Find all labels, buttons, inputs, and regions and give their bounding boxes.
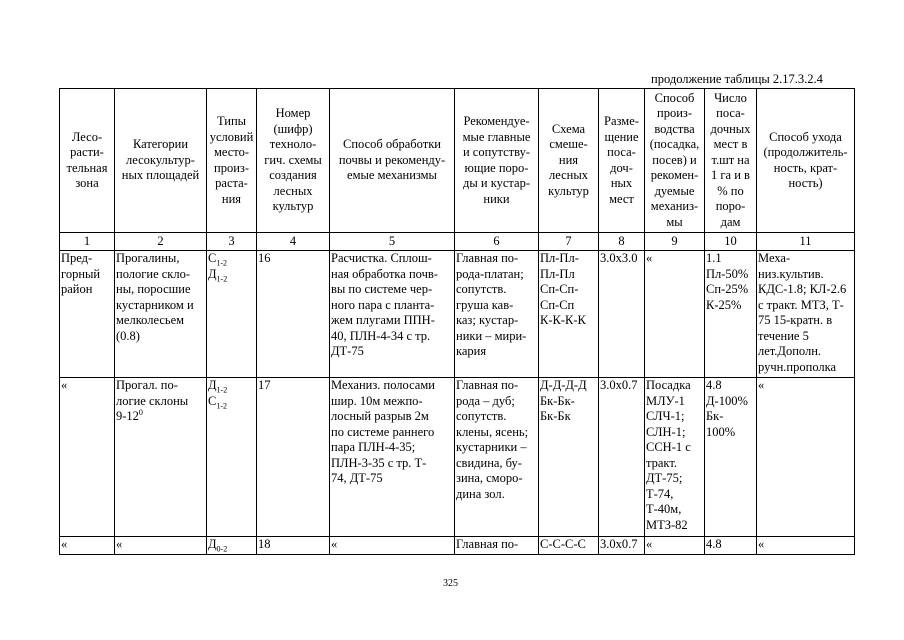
cell-mix-scheme-line: Сп-Сп- bbox=[540, 282, 579, 296]
header-seedling-count-line: дам bbox=[720, 214, 741, 229]
header-zone-line: тельная bbox=[66, 160, 108, 175]
cell-seedling-count-line: 100% bbox=[706, 424, 736, 439]
cell-species-line: груша кав- bbox=[456, 297, 514, 312]
cell-planting-method bbox=[645, 378, 705, 537]
cell-soil-treatment-line: 40, ПЛН-4-34 с тр. bbox=[331, 328, 431, 343]
cell-care-method-line: 75 15-кратн. в bbox=[758, 313, 833, 327]
header-care-method-line: ность) bbox=[788, 176, 823, 190]
column-number: 7 bbox=[539, 233, 599, 251]
cell-conditions bbox=[207, 251, 257, 378]
cell-species-line: ники – мири- bbox=[456, 328, 527, 343]
cell-care-method-line: ручн.прополка bbox=[758, 359, 837, 374]
cell-care-method-line: « bbox=[758, 537, 765, 551]
header-zone-line: Лесо- bbox=[71, 129, 103, 144]
header-mix-scheme-line: смеше- bbox=[549, 137, 588, 152]
cell-soil-treatment-line: Расчистка. Сплош- bbox=[331, 251, 432, 265]
header-spacing-line: поса- bbox=[607, 145, 636, 159]
cell-planting-method-line: СЛЧ-1; bbox=[646, 409, 685, 423]
header-seedling-count-line: поса- bbox=[716, 106, 745, 121]
header-spacing-line: мест bbox=[609, 191, 634, 206]
condition-subscript: 1-2 bbox=[216, 258, 228, 268]
header-category-line: Категории bbox=[132, 137, 189, 152]
cell-scheme-number-line: 18 bbox=[258, 537, 271, 551]
cell-species-line: кустарники – bbox=[456, 440, 527, 454]
table-row bbox=[60, 251, 855, 378]
column-number: 9 bbox=[645, 233, 705, 251]
cell-soil-treatment-line: вы по системе чер- bbox=[331, 282, 433, 296]
cell-planting-method-line: « bbox=[646, 251, 653, 265]
cell-spacing-line: 3.0x0.7 bbox=[600, 378, 638, 392]
column-number-row bbox=[60, 233, 855, 251]
cell-mix-scheme-line: Бк-Бк bbox=[540, 409, 571, 423]
header-soil-treatment-line: почвы и рекоменду- bbox=[338, 152, 446, 167]
header-seedling-count-line: дочных bbox=[710, 121, 751, 136]
cell-category bbox=[115, 251, 207, 378]
header-zone bbox=[60, 89, 115, 233]
header-species bbox=[455, 89, 539, 233]
cell-species bbox=[455, 537, 539, 555]
header-planting-method-line: посев) и bbox=[652, 152, 697, 167]
cell-species-line: свидина, бу- bbox=[456, 455, 522, 470]
cell-care-method-line: КДС-1.8; КЛ-2.6 bbox=[758, 282, 847, 296]
cell-species-line: рода-платан; bbox=[456, 266, 524, 281]
cell-species-line: кария bbox=[456, 344, 487, 358]
header-planting-method-line: (посадка, bbox=[649, 137, 700, 152]
forest-culture-table bbox=[59, 88, 855, 555]
cell-scheme-number-line: 16 bbox=[258, 251, 271, 265]
header-care-method bbox=[757, 89, 855, 233]
cell-care-method-line: с тракт. МТЗ, Т- bbox=[758, 297, 844, 312]
header-scheme-number-line: создания bbox=[269, 168, 317, 183]
cell-seedling-count bbox=[705, 378, 757, 537]
header-conditions-line: место- bbox=[213, 145, 250, 159]
page-number: 325 bbox=[443, 578, 458, 589]
header-spacing-line: щение bbox=[604, 129, 639, 144]
cell-soil-treatment-line: шир. 10м межпо- bbox=[331, 393, 423, 408]
cell-zone bbox=[60, 251, 115, 378]
cell-category-line: мелколесьем bbox=[116, 313, 185, 327]
cell-species-line: сопутств. bbox=[456, 409, 507, 423]
cell-soil-treatment-line: жем плугами ППН- bbox=[331, 313, 435, 327]
cell-soil-treatment-line: ПЛН-3-35 с тр. Т- bbox=[331, 455, 427, 470]
cell-species-line: Главная по- bbox=[456, 378, 519, 392]
header-scheme-number-line: техноло- bbox=[269, 137, 317, 152]
cell-zone-line: район bbox=[61, 282, 93, 296]
header-spacing bbox=[599, 89, 645, 233]
cell-soil-treatment-line: ного пара с плантa- bbox=[331, 297, 435, 312]
header-category bbox=[115, 89, 207, 233]
cell-seedling-count-line: К-25% bbox=[706, 297, 742, 312]
cell-soil-treatment bbox=[330, 537, 455, 555]
cell-planting-method-line: тракт. bbox=[646, 455, 677, 470]
header-mix-scheme-line: ния bbox=[558, 152, 579, 167]
column-number: 8 bbox=[599, 233, 645, 251]
header-scheme-number-line: (шифр) bbox=[273, 121, 313, 136]
column-number: 3 bbox=[207, 233, 257, 251]
cell-category-line: Прогал. по- bbox=[116, 378, 178, 392]
cell-planting-method-line: « bbox=[646, 537, 653, 551]
cell-spacing-line: 3.0x3.0 bbox=[600, 251, 638, 265]
cell-soil-treatment-line: 74, ДТ-75 bbox=[331, 471, 383, 485]
cell-planting-method-line: СЛН-1; bbox=[646, 424, 686, 439]
cell-soil-treatment bbox=[330, 378, 455, 537]
header-care-method-line: ность, крат- bbox=[773, 160, 838, 175]
cell-care-method-line: « bbox=[758, 378, 765, 392]
condition-subscript: 1-2 bbox=[216, 385, 228, 395]
cell-zone-line: Пред- bbox=[61, 251, 93, 265]
cell-seedling-count-line: 1.1 bbox=[706, 251, 722, 265]
header-conditions-line: условий bbox=[209, 129, 254, 144]
header-planting-method-line: Способ bbox=[654, 90, 695, 105]
condition-code: $Д_{1-2}$ bbox=[208, 266, 228, 283]
cell-zone bbox=[60, 537, 115, 555]
header-scheme-number bbox=[257, 89, 330, 233]
cell-seedling-count bbox=[705, 537, 757, 555]
header-species-line: мые главные bbox=[462, 129, 531, 144]
cell-scheme-number bbox=[257, 378, 330, 537]
cell-planting-method-line: ДТ-75; bbox=[646, 471, 683, 485]
cell-mix-scheme-line: Бк-Бк- bbox=[540, 393, 575, 408]
condition-subscript: 1-2 bbox=[216, 401, 228, 410]
header-seedling-count-line: мест в bbox=[713, 137, 748, 152]
header-species-line: ды и кустар- bbox=[463, 176, 530, 190]
cell-mix-scheme-line: Д-Д-Д-Д bbox=[540, 378, 587, 392]
header-seedling-count-line: Число bbox=[714, 90, 747, 105]
header-conditions bbox=[207, 89, 257, 233]
cell-spacing bbox=[599, 537, 645, 555]
cell-category-line: « bbox=[116, 537, 123, 551]
header-planting-method-line: дуемые bbox=[654, 183, 695, 198]
condition-code: $Д_{0-2}$ bbox=[208, 537, 228, 554]
column-number: 11 bbox=[757, 233, 855, 251]
header-planting-method bbox=[645, 89, 705, 233]
cell-planting-method bbox=[645, 537, 705, 555]
cell-mix-scheme-line: Сп-Сп bbox=[540, 297, 575, 312]
cell-species-line: Главная по- bbox=[456, 537, 519, 551]
header-seedling-count-line: поро- bbox=[715, 199, 746, 214]
cell-species bbox=[455, 251, 539, 378]
header-conditions-line: произ- bbox=[214, 160, 249, 175]
cell-mix-scheme-line: Пл-Пл bbox=[540, 266, 575, 281]
header-soil-treatment-line: емые механизмы bbox=[347, 168, 437, 183]
cell-care-method-line: лет.Дополн. bbox=[758, 344, 822, 358]
cell-category-line: $9-12^0$ bbox=[116, 407, 143, 423]
cell-category-line: ны, поросшие bbox=[116, 282, 191, 296]
condition-code: $С_{1-2}$ bbox=[208, 393, 228, 410]
cell-care-method-line: течение 5 bbox=[758, 328, 809, 343]
header-seedling-count bbox=[705, 89, 757, 233]
header-planting-method-line: рекомен- bbox=[650, 168, 699, 183]
header-mix-scheme bbox=[539, 89, 599, 233]
header-species-line: ники bbox=[483, 191, 510, 206]
header-scheme-number-line: лесных bbox=[273, 183, 313, 198]
cell-planting-method bbox=[645, 251, 705, 378]
cell-category-line: кустарником и bbox=[116, 297, 194, 312]
header-species-line: и сопутству- bbox=[462, 145, 531, 159]
header-zone-line: расти- bbox=[70, 145, 104, 159]
cell-seedling-count-line: Сп-25% bbox=[706, 282, 749, 296]
cell-species-line: сопутств. bbox=[456, 282, 507, 296]
header-mix-scheme-line: лесных bbox=[549, 168, 588, 183]
condition-code: $С_{1-2}$ bbox=[208, 251, 228, 268]
cell-soil-treatment bbox=[330, 251, 455, 378]
cell-soil-treatment-line: ная обработка почв- bbox=[331, 266, 438, 281]
cell-category bbox=[115, 537, 207, 555]
cell-soil-treatment-line: « bbox=[331, 537, 338, 551]
cell-planting-method-line: МЛУ-1 bbox=[646, 393, 685, 408]
cell-species-line: рода – дуб; bbox=[456, 393, 515, 408]
cell-planting-method-line: Т-74, bbox=[646, 486, 674, 501]
cell-mix-scheme-line: К-К-К-К bbox=[540, 313, 586, 327]
header-scheme-number-line: культур bbox=[272, 199, 314, 214]
header-planting-method-line: мы bbox=[666, 214, 683, 229]
cell-zone-line: « bbox=[61, 378, 68, 392]
header-conditions-line: Типы bbox=[216, 114, 247, 128]
cell-conditions bbox=[207, 537, 257, 555]
header-spacing-line: Разме- bbox=[604, 114, 639, 128]
cell-scheme-number bbox=[257, 537, 330, 555]
cell-species-line: зина, сморо- bbox=[456, 471, 523, 485]
cell-planting-method-line: Т-40м, bbox=[646, 502, 682, 516]
header-planting-method-line: водства bbox=[654, 121, 695, 136]
header-scheme-number-line: Номер bbox=[275, 106, 311, 121]
condition-code: $Д_{1-2}$ bbox=[208, 378, 228, 395]
cell-care-method bbox=[757, 251, 855, 378]
table-row bbox=[60, 537, 855, 555]
degree-superscript: 0 bbox=[138, 407, 143, 417]
cell-mix-scheme-line: Пл-Пл- bbox=[540, 251, 579, 265]
cell-species-line: каз; кустар- bbox=[456, 313, 519, 327]
cell-seedling-count bbox=[705, 251, 757, 378]
cell-seedling-count-line: 4.8 bbox=[706, 378, 722, 392]
header-scheme-number-line: гич. схемы bbox=[264, 152, 322, 167]
cell-zone bbox=[60, 378, 115, 537]
cell-planting-method-line: МТЗ-82 bbox=[646, 517, 688, 532]
cell-planting-method-line: Посадка bbox=[646, 378, 691, 392]
cell-spacing bbox=[599, 378, 645, 537]
column-number: 6 bbox=[455, 233, 539, 251]
header-mix-scheme-line: культур bbox=[548, 183, 589, 198]
cell-care-method-line: низ.культив. bbox=[758, 266, 824, 281]
cell-mix-scheme bbox=[539, 378, 599, 537]
cell-spacing-line: 3.0x0.7 bbox=[600, 537, 638, 551]
cell-soil-treatment-line: Механиз. полосами bbox=[331, 378, 435, 392]
table-continuation-caption: продолжение таблицы 2.17.3.2.4 bbox=[651, 72, 823, 86]
cell-mix-scheme bbox=[539, 537, 599, 555]
cell-soil-treatment-line: лосный разрыв 2м bbox=[331, 409, 429, 423]
cell-conditions bbox=[207, 378, 257, 537]
cell-category bbox=[115, 378, 207, 537]
cell-mix-scheme bbox=[539, 251, 599, 378]
cell-species bbox=[455, 378, 539, 537]
header-planting-method-line: механиз- bbox=[650, 199, 699, 214]
cell-zone-line: горный bbox=[61, 266, 101, 281]
cell-planting-method-line: ССН-1 с bbox=[646, 440, 691, 454]
cell-scheme-number-line: 17 bbox=[258, 378, 271, 392]
cell-zone-line: « bbox=[61, 537, 68, 551]
cell-soil-treatment-line: пара ПЛН-4-35; bbox=[331, 440, 416, 454]
cell-seedling-count-line: Д-100% bbox=[706, 393, 748, 408]
column-number: 5 bbox=[330, 233, 455, 251]
header-zone-line: зона bbox=[75, 176, 99, 190]
header-soil-treatment-line: Способ обработки bbox=[343, 137, 441, 152]
header-care-method-line: Способ ухода bbox=[769, 129, 842, 144]
header-soil-treatment bbox=[330, 89, 455, 233]
cell-seedling-count-line: 4.8 bbox=[706, 537, 722, 551]
cell-mix-scheme-line: С-С-С-С bbox=[540, 537, 586, 551]
header-planting-method-line: произ- bbox=[657, 106, 692, 121]
cell-species-line: клены, ясень; bbox=[456, 424, 529, 439]
header-care-method-line: (продолжитель- bbox=[763, 145, 848, 159]
condition-subscript: 1-2 bbox=[216, 274, 228, 283]
header-conditions-line: раста- bbox=[215, 176, 248, 190]
cell-care-method-line: Меха- bbox=[758, 251, 791, 265]
cell-seedling-count-line: Пл-50% bbox=[706, 266, 749, 281]
header-seedling-count-line: 1 га и в bbox=[711, 168, 750, 183]
header-species-line: ющие поро- bbox=[464, 160, 529, 175]
cell-soil-treatment-line: ДТ-75 bbox=[331, 344, 364, 358]
header-conditions-line: ния bbox=[221, 191, 242, 206]
header-seedling-count-line: т.шт на bbox=[711, 152, 750, 167]
header-species-line: Рекомендуе- bbox=[463, 114, 530, 128]
header-category-line: лесокультур- bbox=[126, 152, 195, 167]
cell-scheme-number bbox=[257, 251, 330, 378]
cell-care-method bbox=[757, 537, 855, 555]
column-number: 2 bbox=[115, 233, 207, 251]
cell-species-line: Главная по- bbox=[456, 251, 519, 265]
cell-care-method bbox=[757, 378, 855, 537]
header-row bbox=[60, 89, 855, 233]
header-spacing-line: доч- bbox=[610, 160, 633, 175]
condition-subscript: 0-2 bbox=[216, 544, 228, 554]
cell-seedling-count-line: Бк- bbox=[706, 409, 724, 423]
column-number: 4 bbox=[257, 233, 330, 251]
column-number: 10 bbox=[705, 233, 757, 251]
table-row bbox=[60, 378, 855, 537]
cell-category-line: пологие скло- bbox=[116, 266, 191, 281]
header-category-line: ных площадей bbox=[121, 168, 200, 183]
cell-species-line: дина зол. bbox=[456, 486, 505, 501]
column-number: 1 bbox=[60, 233, 115, 251]
header-mix-scheme-line: Схема bbox=[551, 121, 586, 136]
cell-spacing bbox=[599, 251, 645, 378]
header-seedling-count-line: % по bbox=[717, 183, 744, 198]
header-spacing-line: ных bbox=[610, 176, 633, 190]
cell-category-line: Прогалины, bbox=[116, 251, 180, 265]
cell-category-line: логие склоны bbox=[116, 393, 189, 408]
cell-soil-treatment-line: по системе раннего bbox=[331, 424, 435, 439]
cell-category-line: (0.8) bbox=[116, 328, 140, 343]
